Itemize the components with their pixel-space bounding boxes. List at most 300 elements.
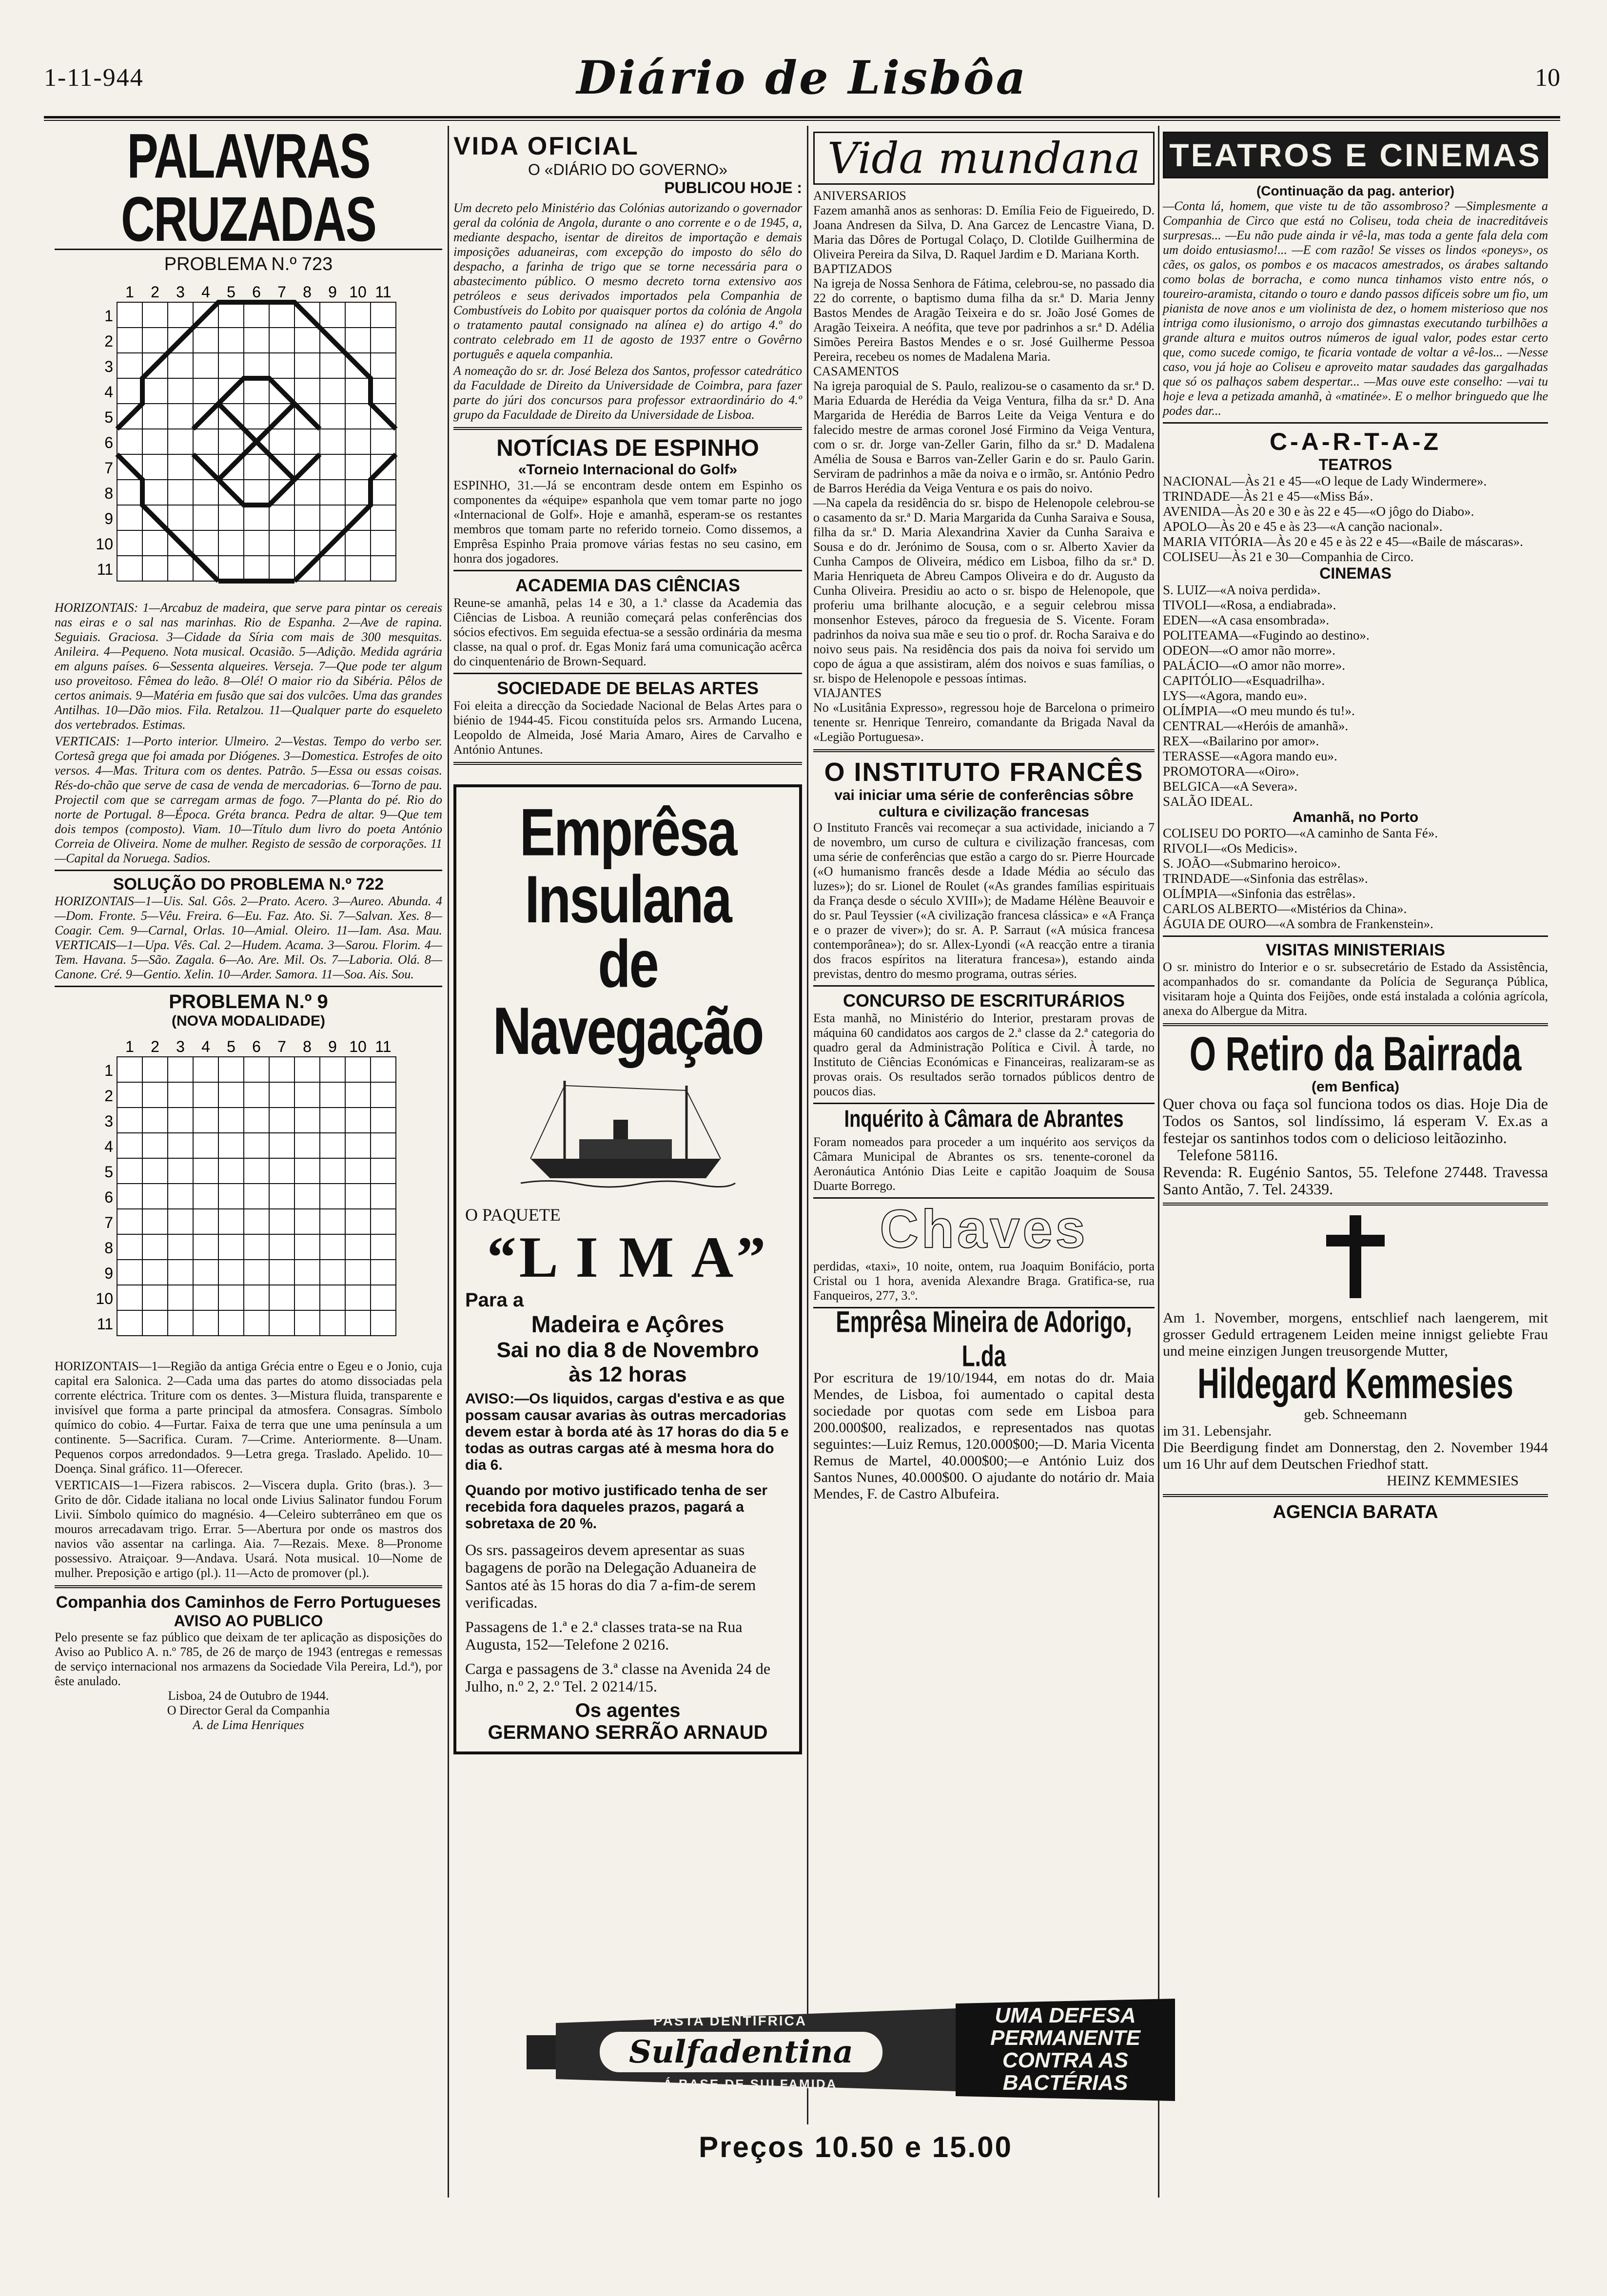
grid-row-number: 7: [104, 1214, 113, 1231]
grid-cell[interactable]: [193, 480, 218, 505]
grid-cell[interactable]: [193, 328, 218, 353]
grid-cell[interactable]: [345, 302, 371, 328]
shipping-ad-company: Emprêsa Insulana: [519, 795, 736, 937]
problem-9-title: PROBLEMA N.º 9: [169, 991, 328, 1012]
grid-cell[interactable]: [371, 505, 396, 530]
grid-cell[interactable]: [294, 1133, 320, 1158]
grid-cell[interactable]: [117, 1285, 142, 1310]
grid-cell[interactable]: [294, 1184, 320, 1209]
grid-cell[interactable]: [218, 1108, 244, 1133]
theatre-listing: TRINDADE—Às 21 e 45—«Miss Bá».: [1163, 489, 1373, 504]
grid-cell[interactable]: [294, 480, 320, 505]
grid-cell[interactable]: [218, 1133, 244, 1158]
grid-cell[interactable]: [371, 429, 396, 454]
grid-cell[interactable]: [244, 1310, 269, 1336]
grid-column-number: 10: [349, 283, 367, 301]
grid-cell[interactable]: [320, 1133, 345, 1158]
grid-cell[interactable]: [117, 1108, 142, 1133]
obituary-birth-name: geb. Schneemann: [1304, 1406, 1407, 1422]
grid-cell[interactable]: [142, 1108, 168, 1133]
grid-cell[interactable]: [244, 1158, 269, 1184]
grid-cell[interactable]: [244, 1260, 269, 1285]
grid-cell[interactable]: [294, 1082, 320, 1108]
grid-cell[interactable]: [168, 556, 193, 581]
grid-cell[interactable]: [218, 1234, 244, 1260]
grid-cell[interactable]: [371, 480, 396, 505]
grid-cell[interactable]: [142, 302, 168, 328]
grid-column-number: 11: [374, 283, 392, 301]
grid-cell[interactable]: [142, 1209, 168, 1234]
grid-cell[interactable]: [269, 1108, 294, 1133]
grid-cell[interactable]: [244, 1108, 269, 1133]
ministerial-visits-text: O sr. ministro do Interior e o sr. subsecretário de Estado da Assistência, acompanhados do sr. comandante da Polícia de Segurança Pública, visitaram hoje a Quinta dos Feijões, onde está instalada a colónia agrícola, anexa do Albergue da Mitra.: [1163, 960, 1548, 1018]
grid-cell[interactable]: [371, 1184, 396, 1209]
fine-arts-heading: SOCIEDADE DE BELAS ARTES: [497, 678, 759, 698]
railway-notice-text: Pelo presente se faz público que deixam de ter aplicação as disposições do Aviso ao Publico A. n.º 785, de 26 de março de 1943 (entregas e remessas de serviço internacional nos armazens da Sociedade Vila Pereira, Ld.ª), por êste anulado.: [55, 1630, 442, 1688]
grid-cell[interactable]: [218, 1158, 244, 1184]
grid-cell[interactable]: [345, 1133, 371, 1158]
grid-cell[interactable]: [269, 1158, 294, 1184]
grid-row-number: 11: [97, 1315, 113, 1333]
grid-cell[interactable]: [345, 404, 371, 429]
grid-cell[interactable]: [269, 1285, 294, 1310]
grid-cell[interactable]: [371, 353, 396, 378]
grid-cell[interactable]: [371, 1310, 396, 1336]
grid-cell[interactable]: [244, 505, 269, 530]
grid-cell[interactable]: [244, 404, 269, 429]
obituary-signature: HEINZ KEMMESIES: [1387, 1473, 1519, 1489]
grid-cell[interactable]: [193, 1133, 218, 1158]
grid-cell[interactable]: [320, 1184, 345, 1209]
grid-cell[interactable]: [117, 302, 142, 328]
grid-cell[interactable]: [168, 480, 193, 505]
grid-cell[interactable]: [117, 1184, 142, 1209]
grid-row-number: 6: [104, 1188, 113, 1206]
grid-cell[interactable]: [371, 302, 396, 328]
theatres-list: [1163, 474, 1548, 564]
porto-listing: COLISEU DO PORTO—«A caminho de Santa Fé».: [1163, 826, 1438, 840]
shipping-ad-time: às 12 horas: [568, 1362, 687, 1386]
grid-cell[interactable]: [320, 302, 345, 328]
grid-cell[interactable]: [294, 530, 320, 556]
grid-cell[interactable]: [193, 429, 218, 454]
grid-cell[interactable]: [345, 1310, 371, 1336]
grid-row-number: 1: [104, 1062, 113, 1079]
grid-cell[interactable]: [371, 328, 396, 353]
grid-cell[interactable]: [269, 1133, 294, 1158]
mining-company-text: Por escritura de 19/10/1944, em notas do dr. Maia Mendes, de Lisboa, foi aumentado o capital desta sociedade por quotas com sede em Lisboa para 200.000$00, realizados, e representados nas quotas seguintes:—Luiz Remus, 120.000$00;—D. Maria Vicenta Remus de Martel, 40.000$00;—e António Luiz dos Santos Nunes, 40.000$00. O ajudante do notário dr. Maia Mendes, F. de Castro Albufeira.: [813, 1370, 1155, 1502]
grid-cell[interactable]: [168, 1310, 193, 1336]
porto-subheading: Amanhã, no Porto: [1292, 809, 1419, 825]
grid-cell[interactable]: [294, 505, 320, 530]
crossword-grid-723[interactable]: [95, 279, 400, 596]
fine-arts-text: Foi eleita a direcção da Sociedade Nacional de Belas Artes para o biénio de 1944-45. Ficou constituída pelos srs. Armando Lucena, Leopoldo de Almeida, José Maria Amaro, Aires de Carvalho e António Antunes.: [453, 699, 802, 757]
grid-cell[interactable]: [269, 328, 294, 353]
cinema-listing: ODEON—«O amor não morre».: [1163, 643, 1335, 658]
grid-cell[interactable]: [345, 1108, 371, 1133]
grid-cell[interactable]: [168, 404, 193, 429]
grid-cell[interactable]: [142, 429, 168, 454]
column-theatres: [1163, 127, 1548, 2199]
grid-cell[interactable]: [320, 1082, 345, 1108]
crossword-grid-9-svg: [93, 1033, 405, 1355]
grid-cell[interactable]: [244, 1285, 269, 1310]
grid-cell[interactable]: [244, 1057, 269, 1082]
grid-cell[interactable]: [269, 429, 294, 454]
grid-cell[interactable]: [244, 556, 269, 581]
grid-cell[interactable]: [117, 1133, 142, 1158]
grid-cell[interactable]: [193, 1285, 218, 1310]
grid-cell[interactable]: [218, 1285, 244, 1310]
official-life-sub2: PUBLICOU HOJE :: [664, 179, 802, 196]
grid-cell[interactable]: [244, 302, 269, 328]
grid-cell[interactable]: [168, 454, 193, 480]
obituary-age: im 31. Lebensjahr.: [1163, 1423, 1272, 1439]
grid-cell[interactable]: [142, 1057, 168, 1082]
grid-cell[interactable]: [142, 1133, 168, 1158]
grid-cell[interactable]: [371, 1209, 396, 1234]
shipping-ad-warning: AVISO:—Os liquidos, cargas d'estiva e as que possam causar avarias às outras mercadorias devem estar à borda até às 17 horas do dia 5 e todas as outras cargas até à mesma hora do dia 6.: [465, 1391, 789, 1473]
grid-cell[interactable]: [345, 1285, 371, 1310]
grid-cell[interactable]: [168, 378, 193, 404]
grid-cell[interactable]: [320, 1234, 345, 1260]
shipping-ad-para: Para a: [465, 1289, 524, 1311]
column-divider: [1158, 126, 1159, 2198]
grid-cell[interactable]: [294, 1310, 320, 1336]
grid-cell[interactable]: [345, 378, 371, 404]
grid-cell[interactable]: [168, 505, 193, 530]
grid-cell[interactable]: [345, 454, 371, 480]
grid-cell[interactable]: [168, 1209, 193, 1234]
grid-cell[interactable]: [244, 353, 269, 378]
grid-cell[interactable]: [345, 480, 371, 505]
weddings-heading: CASAMENTOS: [813, 364, 899, 378]
grid-cell[interactable]: [320, 378, 345, 404]
grid-cell[interactable]: [269, 302, 294, 328]
theatre-listing: NACIONAL—Às 21 e 45—«O leque de Lady Windermere».: [1163, 474, 1487, 488]
grid-cell[interactable]: [193, 1082, 218, 1108]
grid-cell[interactable]: [269, 1057, 294, 1082]
column-official: [453, 127, 802, 2199]
grid-column-number: 6: [252, 1038, 261, 1055]
shipping-ad-tickets: Passagens de 1.ª e 2.ª classes trata-se na Rua Augusta, 152—Telefone 2 0216.: [465, 1618, 743, 1653]
toothpaste-tube-bottom: Á BASE DE SULFAMIDA: [663, 2077, 838, 2091]
cinema-listing: EDEN—«A casa ensombrada».: [1163, 613, 1330, 627]
grid-cell[interactable]: [294, 1057, 320, 1082]
grid-cell[interactable]: [168, 1158, 193, 1184]
grid-cell[interactable]: [142, 1285, 168, 1310]
grid-cell[interactable]: [117, 1209, 142, 1234]
grid-cell[interactable]: [168, 1234, 193, 1260]
grid-cell[interactable]: [168, 1133, 193, 1158]
grid-cell[interactable]: [218, 429, 244, 454]
shipping-ad-agent-name: GERMANO SERRÃO ARNAUD: [488, 1722, 768, 1743]
grid-cell[interactable]: [142, 404, 168, 429]
grid-cell[interactable]: [371, 1260, 396, 1285]
grid-row-number: 3: [104, 1112, 113, 1130]
grid-cell[interactable]: [269, 530, 294, 556]
grid-row-number: 2: [104, 1087, 113, 1105]
grid-cell[interactable]: [294, 1285, 320, 1310]
grid-cell[interactable]: [320, 353, 345, 378]
grid-cell[interactable]: [193, 1057, 218, 1082]
grid-cell[interactable]: [269, 1184, 294, 1209]
problem-723-title: PROBLEMA N.º 723: [164, 254, 333, 274]
grid-cell[interactable]: [244, 1082, 269, 1108]
grid-cell[interactable]: [168, 1184, 193, 1209]
grid-cell[interactable]: [269, 1260, 294, 1285]
grid-cell[interactable]: [320, 1158, 345, 1184]
grid-cell[interactable]: [142, 1158, 168, 1184]
grid-cell[interactable]: [218, 530, 244, 556]
grid-cell[interactable]: [371, 1285, 396, 1310]
grid-cell[interactable]: [117, 1260, 142, 1285]
grid-cell[interactable]: [193, 505, 218, 530]
grid-cell[interactable]: [269, 1082, 294, 1108]
cinema-listing: LYS—«Agora, mando eu».: [1163, 688, 1307, 703]
grid-column-number: 2: [150, 283, 159, 301]
grid-cell[interactable]: [244, 530, 269, 556]
grid-cell[interactable]: [142, 1310, 168, 1336]
grid-cell[interactable]: [320, 429, 345, 454]
grid-cell[interactable]: [117, 556, 142, 581]
theatre-listing: APOLO—Às 20 e 45 e às 23—«A canção nacional».: [1163, 519, 1443, 534]
grid-cell[interactable]: [218, 1209, 244, 1234]
cinema-listing: SALÃO IDEAL.: [1163, 794, 1253, 809]
grid-cell[interactable]: [218, 1310, 244, 1336]
grid-cell[interactable]: [294, 1260, 320, 1285]
academy-heading: ACADEMIA DAS CIÊNCIAS: [515, 575, 740, 595]
cinema-listing: BELGICA—«A Severa».: [1163, 779, 1297, 794]
grid-column-number: 10: [349, 1038, 367, 1055]
grid-cell[interactable]: [218, 1082, 244, 1108]
grid-cell[interactable]: [345, 1184, 371, 1209]
grid-cell[interactable]: [193, 1260, 218, 1285]
grid-cell[interactable]: [117, 378, 142, 404]
grid-cell[interactable]: [320, 1108, 345, 1133]
grid-cell[interactable]: [294, 1158, 320, 1184]
grid-cell[interactable]: [218, 353, 244, 378]
cinema-listing: TERASSE—«Agora mando eu».: [1163, 749, 1337, 763]
grid-cell[interactable]: [244, 1133, 269, 1158]
grid-cell[interactable]: [168, 353, 193, 378]
grid-cell[interactable]: [193, 1108, 218, 1133]
baptisms-text: Na igreja de Nossa Senhora de Fátima, celebrou-se, no passado dia 22 do corrente, o baptismo duma filha da sr.ª D. Maria Jenny Bastos Mendes de Aragão Teixeira e do sr. João José Gomes de Aragão Teixeira. A neófita, que teve por padrinhos a sr.ª D. Adélia Simões Pereira Bastos Mendes e o sr. José Guilherme Pessoa Pereira, recebeu os nomes de Madalena Maria.: [813, 276, 1155, 364]
official-life-nomination: A nomeação do sr. dr. José Beleza dos Santos, professor catedrático da Faculdade de Direito da Universidade de Coimbra, para fazer parte do júri dos concursos para professor extraordinário do 4.º grupo da Faculdade de Direito da Universidade de Lisboa.: [453, 364, 802, 422]
grid-cell[interactable]: [345, 1082, 371, 1108]
grid-cell[interactable]: [168, 1285, 193, 1310]
grid-cell[interactable]: [117, 328, 142, 353]
retiro-phone: Telefone 58116.: [1177, 1146, 1278, 1164]
grid-cell[interactable]: [244, 454, 269, 480]
cinema-listing: TIVOLI—«Rosa, a endiabrada».: [1163, 598, 1336, 612]
grid-cell[interactable]: [244, 1209, 269, 1234]
grid-cell[interactable]: [168, 429, 193, 454]
grid-cell[interactable]: [320, 1285, 345, 1310]
grid-cell[interactable]: [320, 454, 345, 480]
shipping-ad-cargo: Carga e passagens de 3.ª classe na Avenida 24 de Julho, n.º 2, 2.º Tel. 2 0214/15.: [465, 1660, 771, 1695]
porto-list: [1163, 826, 1548, 932]
grid-cell[interactable]: [371, 1108, 396, 1133]
grid-cell[interactable]: [117, 1158, 142, 1184]
grid-cell[interactable]: [320, 1057, 345, 1082]
grid-cell[interactable]: [117, 353, 142, 378]
grid-cell[interactable]: [294, 1209, 320, 1234]
grid-row-number: 4: [104, 383, 113, 401]
grid-cell[interactable]: [371, 1133, 396, 1158]
grid-cell[interactable]: [117, 1310, 142, 1336]
grid-cell[interactable]: [345, 1057, 371, 1082]
grid-cell[interactable]: [320, 556, 345, 581]
obituary-burial: Die Beerdigung findet am Donnerstag, den 2. November 1944 um 16 Uhr auf dem Deutschen Friedhof statt.: [1163, 1440, 1548, 1472]
cinema-listing: REX—«Bailarino por amor».: [1163, 734, 1319, 748]
keys-lost-text: perdidas, «taxi», 10 noite, ontem, rua Joaquim Bonifácio, porta Cristal ou 1 hora, avenida Alexandre Braga. Gratifica-se, rua Fanqueiros, 277, 3.º.: [813, 1259, 1155, 1303]
grid-cell[interactable]: [142, 530, 168, 556]
grid-cell[interactable]: [371, 1082, 396, 1108]
grid-cell[interactable]: [345, 1234, 371, 1260]
grid-cell[interactable]: [193, 530, 218, 556]
grid-cell[interactable]: [345, 328, 371, 353]
grid-cell[interactable]: [320, 404, 345, 429]
grid-cell[interactable]: [218, 505, 244, 530]
grid-cell[interactable]: [168, 1108, 193, 1133]
grid-cell[interactable]: [244, 1234, 269, 1260]
grid-cell[interactable]: [142, 480, 168, 505]
porto-listing: OLÍMPIA—«Sinfonia das estrêlas».: [1163, 886, 1356, 901]
grid-cell[interactable]: [244, 378, 269, 404]
grid-cell[interactable]: [142, 1184, 168, 1209]
grid-cell[interactable]: [117, 429, 142, 454]
column-divider: [807, 126, 808, 2124]
grid-cell[interactable]: [193, 1158, 218, 1184]
grid-cell[interactable]: [371, 1158, 396, 1184]
grid-row-number: 9: [104, 1265, 113, 1282]
grid-cell[interactable]: [269, 505, 294, 530]
grid-cell[interactable]: [320, 505, 345, 530]
grid-cell[interactable]: [193, 353, 218, 378]
railway-notice-signature: A. de Lima Henriques: [193, 1718, 304, 1732]
cinema-listing: OLÍMPIA—«O meu mundo és tu!».: [1163, 703, 1355, 718]
porto-listing: ÁGUIA DE OURO—«A sombra de Frankenstein».: [1163, 916, 1433, 931]
grid-cell[interactable]: [345, 429, 371, 454]
toothpaste-prices: Preços 10.50 e 15.00: [699, 2131, 1013, 2163]
toothpaste-ad: [527, 1989, 1185, 2125]
grid-cell[interactable]: [218, 1184, 244, 1209]
grid-cell[interactable]: [218, 556, 244, 581]
porto-listing: TRINDADE—«Sinfonia das estrêlas».: [1163, 871, 1368, 886]
grid-cell[interactable]: [218, 1057, 244, 1082]
grid-cell[interactable]: [193, 378, 218, 404]
grid-cell[interactable]: [142, 328, 168, 353]
grid-cell[interactable]: [218, 328, 244, 353]
crossword-grid-9[interactable]: [93, 1033, 405, 1355]
grid-cell[interactable]: [244, 1184, 269, 1209]
grid-cell[interactable]: [294, 1108, 320, 1133]
theatres-subheading: TEATROS: [1318, 456, 1392, 473]
grid-column-number: 11: [374, 1038, 392, 1055]
grid-cell[interactable]: [117, 1057, 142, 1082]
shipping-ad-ship-name: “L I M A”: [487, 1225, 769, 1289]
grid-cell[interactable]: [168, 1260, 193, 1285]
grid-cell[interactable]: [218, 302, 244, 328]
grid-cell[interactable]: [193, 1310, 218, 1336]
grid-cell[interactable]: [269, 1209, 294, 1234]
problem-9-subtitle: (NOVA MODALIDADE): [172, 1013, 325, 1029]
grid-cell[interactable]: [168, 1057, 193, 1082]
grid-cell[interactable]: [142, 378, 168, 404]
grid-cell[interactable]: [294, 378, 320, 404]
shipping-ad-baggage: Os srs. passageiros devem apresentar as suas bagagens de porão na Delegação Aduaneira de Santos até às 15 horas do dia 7 a-fim-de serem verificadas.: [465, 1541, 757, 1611]
grid-cell[interactable]: [117, 530, 142, 556]
grid-cell[interactable]: [168, 1082, 193, 1108]
grid-cell[interactable]: [371, 530, 396, 556]
grid-cell[interactable]: [117, 505, 142, 530]
grid-cell[interactable]: [345, 556, 371, 581]
grid-cell[interactable]: [142, 1234, 168, 1260]
solution-722-text: HORIZONTAIS—1—Uis. Sal. Gôs. 2—Prato. Acero. 3—Aureo. Abunda. 4—Dom. Fronte. 5—Vêu. Freira. 6—Eu. Faz. Ato. Si. 7—Salvan. Xes. 8—Coagir. Cem. 9—Carnal, Orlas. 10—Amial. Oleiro. 11—Iam. Asa. Mau. VERTICAIS—1—Upa. Vês. Cal. 2—Hudem. Acama. 3—Sarou. Florim. 4—Tem. Havana. 5—São. Zagala. 6—Ao. Are. Mil. Os. 7—Laboria. Olá. 8—Canone. Cré. 9—Gentio. Xelin. 10—Arder. Samora. 11—Soa. Ais. Sou.: [55, 894, 442, 981]
grid-cell[interactable]: [244, 328, 269, 353]
grid-cell[interactable]: [168, 302, 193, 328]
grid-cell[interactable]: [117, 1234, 142, 1260]
abrantes-inquiry-text: Foram nomeados para proceder a um inquérito aos serviços da Câmara Municipal de Abrantes os srs. tenente-coronel da Aeronáutica António Dias Leite e capitão Joaquim de Sousa Duarte Borrego.: [813, 1135, 1155, 1193]
grid-cell[interactable]: [320, 1310, 345, 1336]
grid-cell[interactable]: [320, 480, 345, 505]
grid-cell[interactable]: [269, 353, 294, 378]
grid-cell[interactable]: [294, 353, 320, 378]
grid-row-number: 10: [95, 1290, 113, 1307]
grid-cell[interactable]: [371, 1234, 396, 1260]
grid-cell[interactable]: [117, 480, 142, 505]
grid-cell[interactable]: [142, 556, 168, 581]
grid-cell[interactable]: [244, 480, 269, 505]
grid-cell[interactable]: [117, 1082, 142, 1108]
mining-company-heading: Emprêsa Mineira de Adorigo, L.da: [836, 1305, 1132, 1373]
grid-cell[interactable]: [371, 556, 396, 581]
official-life-decree: Um decreto pelo Ministério das Colónias autorizando o governador geral da colónia de Angola, durante o ano corrente e o de 1945, a, mediante despacho, isentar de direitos de importação e demais imposições aduaneiras, com excepção do imposto do sêlo do despacho, a farinha de trigo que se torne necessária para o abastecimento público. O mesmo decreto torna extensivo aos petróleos e seus derivados importados pela Companhia de Combustíveis do Lobito por quaisquer portos da colónia de Angola o tratamento pautal consignado na alínea e) do artigo 4.º do contrato celebrado em 11 de agosto de 1937 entre o Govêrno português e aquela companhia.: [453, 201, 802, 361]
grid-cell[interactable]: [371, 378, 396, 404]
grid-cell[interactable]: [320, 1260, 345, 1285]
page-number: 10: [1535, 64, 1560, 92]
grid-cell[interactable]: [142, 1082, 168, 1108]
grid-cell[interactable]: [294, 328, 320, 353]
grid-cell[interactable]: [269, 1234, 294, 1260]
cartaz-heading: C-A-R-T-A-Z: [1269, 428, 1441, 455]
grid-cell[interactable]: [345, 1158, 371, 1184]
grid-cell[interactable]: [193, 1234, 218, 1260]
grid-cell[interactable]: [193, 1184, 218, 1209]
grid-cell[interactable]: [371, 1057, 396, 1082]
grid-cell[interactable]: [294, 1234, 320, 1260]
grid-cell[interactable]: [345, 1209, 371, 1234]
grid-cell[interactable]: [269, 1310, 294, 1336]
grid-cell[interactable]: [193, 1209, 218, 1234]
grid-cell[interactable]: [294, 429, 320, 454]
grid-cell[interactable]: [345, 1260, 371, 1285]
grid-cell[interactable]: [218, 1260, 244, 1285]
grid-cell[interactable]: [320, 1209, 345, 1234]
porto-listing: S. JOÃO—«Submarino heroico».: [1163, 856, 1341, 871]
grid-cell[interactable]: [269, 556, 294, 581]
grid-column-number: 1: [125, 1038, 134, 1055]
grid-cell[interactable]: [142, 454, 168, 480]
masthead: [44, 51, 1560, 119]
solution-722-title: SOLUÇÃO DO PROBLEMA N.º 722: [113, 875, 384, 894]
retiro-heading: O Retiro da Bairrada: [1189, 1027, 1522, 1081]
grid-column-number: 1: [125, 283, 134, 301]
grid-cell[interactable]: [142, 1260, 168, 1285]
clues-horizontal-723: HORIZONTAIS: 1—Arcabuz de madeira, que serve para pintar os cereais nas eiras e o sal nas marinhas. Rio de Espanha. 2—Ave de rapina. Seguiais. Graciosa. 3—Cidade da Síria com mais de 300 mesquitas. Anileira. 4—Pequeno. Nota musical. Ocasião. 5—Adição. Medida agrária em alguns países. 6—Sessenta alqueires. Verseja. 7—Que pode ter algum uso proveitoso. Fêmea do leão. 8—Olé! O maior rio da Sibéria. Pêlos de certos animais. 9—Matéria em fusão que sai dos vulcões. Uma das grandes Antilhas. 10—Dão mios. Fila. Retalzou. 11—Qualquer parte do esqueleto dos vertebrados. Estimas.: [55, 601, 442, 732]
grid-cell[interactable]: [345, 530, 371, 556]
